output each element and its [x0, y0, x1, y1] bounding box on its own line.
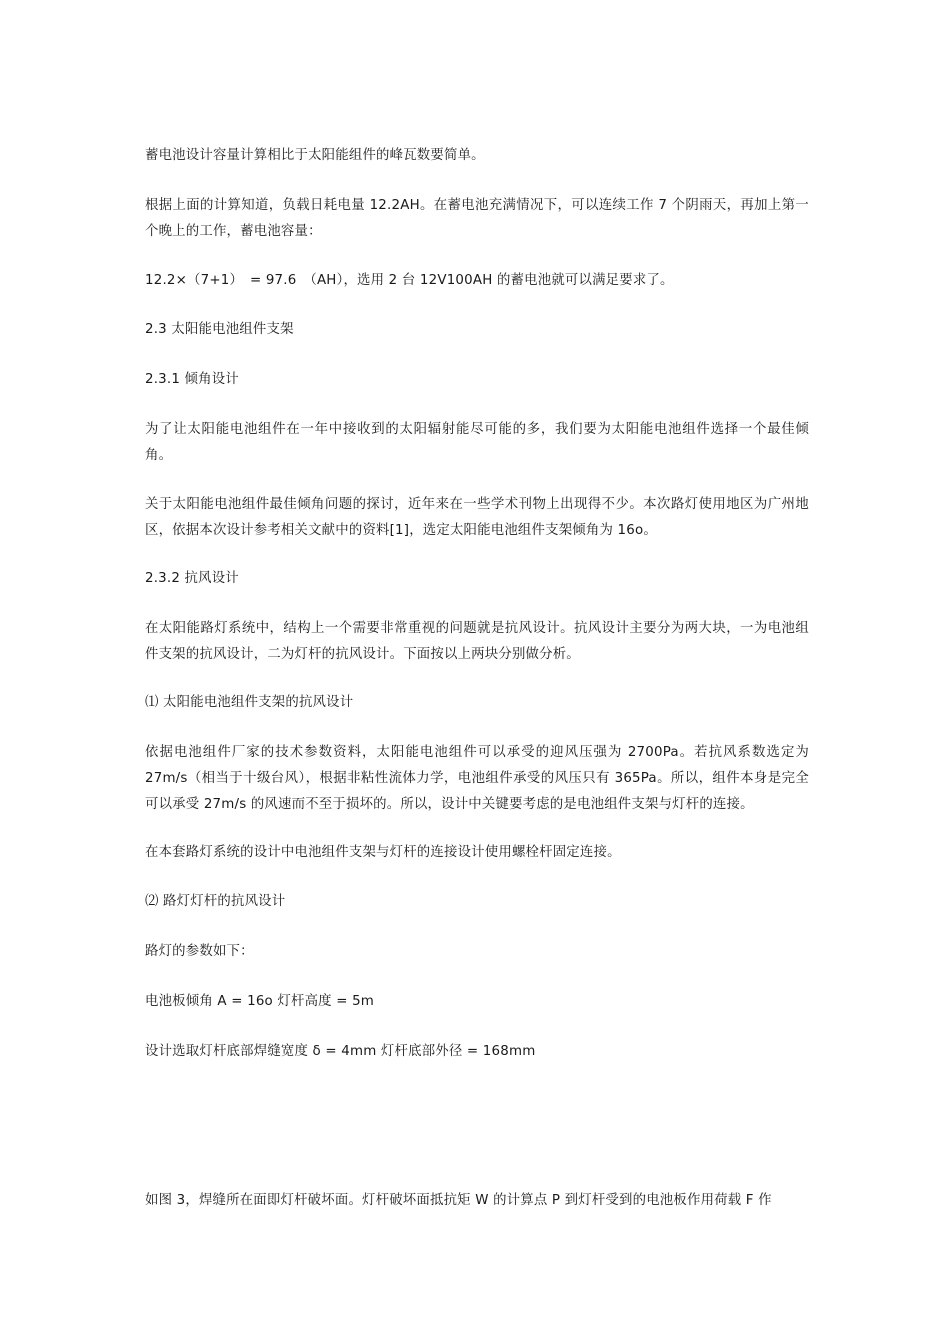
paragraph-tilt-purpose: 为了让太阳能电池组件在一年中接收到的太阳辐射能尽可能的多，我们要为太阳能电池组件选择一个最佳倾角。 [145, 422, 809, 463]
paragraph-load-consumption: 根据上面的计算知道，负载日耗电量 12.2AH。在蓄电池充满情况下，可以连续工作 7 个阴雨天，再加上第一个晚上的工作，蓄电池容量： [145, 198, 809, 239]
subheading-pole-wind: ⑵ 路灯灯杆的抗风设计 [145, 894, 286, 909]
section-heading-2-3-1: 2.3.1 倾角设计 [145, 372, 239, 387]
paragraph-parameters-label: 路灯的参数如下： [145, 944, 254, 959]
paragraph-bolt-connection: 在本套路灯系统的设计中电池组件支架与灯杆的连接设计使用螺栓杆固定连接。 [145, 845, 621, 860]
paragraph-parameters-tilt-height: 电池板倾角 A = 16o 灯杆高度 = 5m [145, 994, 375, 1009]
paragraph-parameters-weld-diameter: 设计选取灯杆底部焊缝宽度 δ = 4mm 灯杆底部外径 = 168mm [145, 1044, 536, 1059]
paragraph-figure-3-description: 如图 3，焊缝所在面即灯杆破坏面。灯杆破坏面抵抗矩 W 的计算点 P 到灯杆受到的电池板作用荷载 F 作 [145, 1193, 772, 1208]
paragraph-capacity-formula: 12.2×（7+1） = 97.6 （AH），选用 2 台 12V100AH 的蓄电池就可以满足要求了。 [145, 273, 674, 288]
section-heading-2-3-2: 2.3.2 抗风设计 [145, 571, 239, 586]
paragraph-wind-design-overview: 在太阳能路灯系统中，结构上一个需要非常重视的问题就是抗风设计。抗风设计主要分为两大块，一为电池组件支架的抗风设计，二为灯杆的抗风设计。下面按以上两块分别做分析。 [145, 621, 809, 662]
paragraph-battery-capacity-intro: 蓄电池设计容量计算相比于太阳能组件的峰瓦数要简单。 [145, 148, 485, 163]
subheading-panel-bracket-wind: ⑴ 太阳能电池组件支架的抗风设计 [145, 695, 354, 710]
section-heading-2-3: 2.3 太阳能电池组件支架 [145, 322, 294, 337]
paragraph-panel-wind-pressure: 依据电池组件厂家的技术参数资料，太阳能电池组件可以承受的迎风压强为 2700Pa。若抗风系数选定为 27m/s（相当于十级台风），根据非粘性流体力学，电池组件承受的风压只有 365Pa。所以，组件本身是完全可以承受 27m/s 的风速而不至于损坏的。所以，设计中关键要考虑的是电池组件支架与灯杆的连接。 [145, 745, 809, 812]
paragraph-tilt-selection: 关于太阳能电池组件最佳倾角问题的探讨，近年来在一些学术刊物上出现得不少。本次路灯使用地区为广州地区，依据本次设计参考相关文献中的资料[1]，选定太阳能电池组件支架倾角为 16o。 [145, 497, 809, 538]
